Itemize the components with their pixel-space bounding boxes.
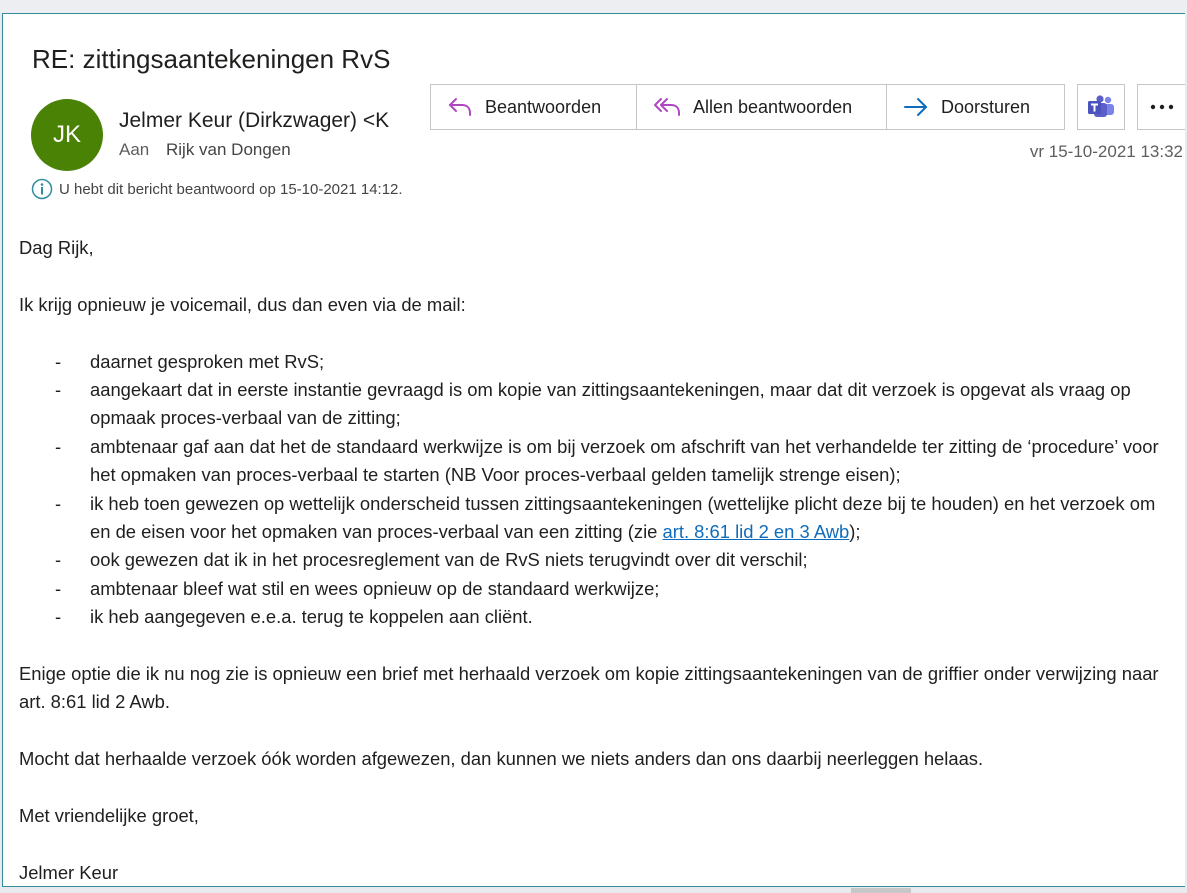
recipient-name[interactable]: Rijk van Dongen — [165, 140, 291, 159]
message-actions — [430, 84, 1065, 130]
forward-label: Doorsturen — [941, 96, 1031, 117]
message-date: vr 15-10-2021 13:32 — [1029, 142, 1183, 161]
window-top-strip — [0, 0, 1187, 13]
horizontal-scrollbar[interactable] — [851, 888, 911, 893]
message-body — [19, 234, 1179, 887]
reading-pane — [2, 13, 1185, 887]
list-item: - aangekaart dat in eerste instantie gevraagd is om kopie van zittingsaantekeningen, maar dat dit verzoek is opgevat als vraag op opmaak proces-verbaal van de zitting; — [55, 379, 1131, 429]
teams-icon — [1087, 94, 1115, 120]
reply-button[interactable] — [431, 85, 636, 129]
info-text: U hebt dit bericht beantwoord op 15-10-2021 14:12. — [59, 180, 403, 198]
list-item: - ambtenaar bleef wat stil en wees opnieuw op de standaard werkwijze; — [55, 577, 660, 599]
reply-arrow-icon — [447, 96, 473, 118]
sender-name[interactable]: Jelmer Keur (Dirkzwager) <K — [119, 109, 390, 132]
reply-all-button[interactable] — [636, 85, 886, 129]
more-actions-button[interactable] — [1137, 84, 1185, 130]
option-paragraph: Enige optie die ik nu nog zie is opnieuw een brief met herhaald verzoek om kopie zittingsaantekeningen van de griffier onder verwijzing naar art. 8:61 lid 2 Awb. — [19, 663, 1159, 713]
teams-button[interactable] — [1077, 84, 1125, 130]
signature: Jelmer Keur — [19, 861, 119, 883]
forward-button[interactable] — [886, 85, 1064, 129]
list-item: - ambtenaar gaf aan dat het de standaard werkwijze is om bij verzoek om afschrift van het verhandelde ter zitting de ‘procedure’ voor het opmaken van proces-verbaal te starten (NB Voor proces-verbaal gelden tamelijk strenge eisen); — [55, 435, 1159, 486]
rejection-paragraph: Mocht dat herhaalde verzoek óók worden afgewezen, dan kunnen we niets anders dan ons daarbij neerleggen helaas. — [19, 748, 984, 770]
intro-paragraph: Ik krijg opnieuw je voicemail, dus dan even via de mail: — [19, 293, 466, 315]
bullet-list — [19, 348, 1179, 632]
awb-article-link[interactable]: art. 8:61 lid 2 en 3 Awb — [662, 521, 850, 543]
to-label: Aan — [119, 140, 150, 159]
list-item: - ik heb toen gewezen op wettelijk onderscheid tussen zittingsaantekeningen (wettelijke plicht deze bij te houden) en het verzoek om en de eisen voor het opmaken van proces-verbaal van een zitting (zie art. 8:61 lid 2 en 3 Awb); — [55, 492, 1156, 543]
forward-arrow-icon — [903, 96, 929, 118]
more-dots-icon — [1150, 104, 1174, 110]
closing: Met vriendelijke groet, — [19, 805, 199, 827]
recipient-line — [119, 140, 291, 160]
avatar-initials: JK — [52, 121, 81, 148]
list-item: - daarnet gesproken met RvS; — [55, 350, 325, 372]
reply-all-label: Allen beantwoorden — [693, 96, 853, 117]
reply-all-arrow-icon — [653, 96, 681, 118]
list-item: - ik heb aangegeven e.e.a. terug te koppelen aan cliënt. — [55, 606, 533, 628]
reply-label: Beantwoorden — [485, 96, 602, 117]
avatar[interactable] — [31, 99, 103, 171]
info-bar — [31, 178, 403, 200]
list-item: - ook gewezen dat ik in het procesreglement van de RvS niets terugvindt over dit verschil; — [55, 549, 808, 571]
greeting: Dag Rijk, — [19, 237, 94, 258]
info-icon — [31, 178, 53, 200]
message-subject: RE: zittingsaantekeningen RvS — [32, 44, 391, 74]
